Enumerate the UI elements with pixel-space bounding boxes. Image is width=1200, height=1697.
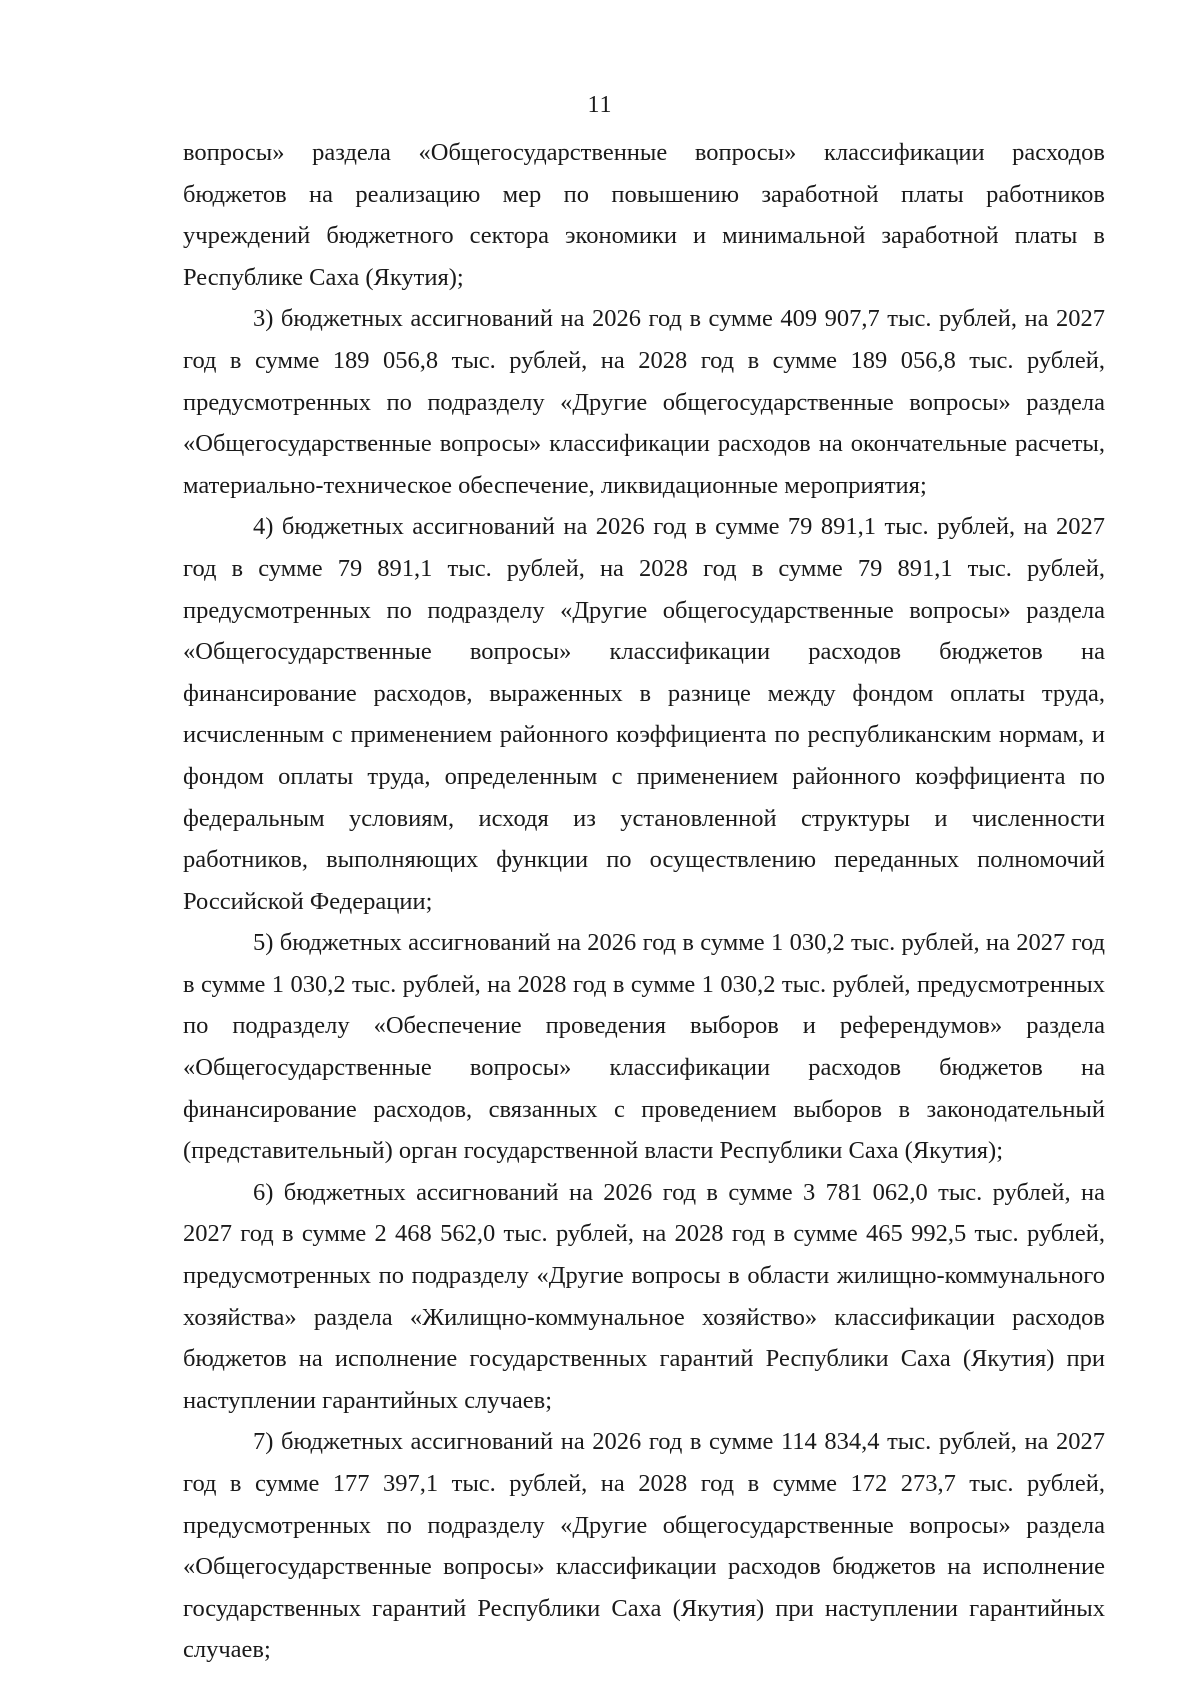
page-number: 11 — [587, 92, 613, 118]
paragraph-item-6: 6) бюджетных ассигнований на 2026 год в сумме 3 781 062,0 тыс. рублей, на 2027 год в сумме 2 468 562,0 тыс. рублей, на 2028 год в сумме 465 992,5 тыс. рублей, предусмотренных по подразделу «Другие вопросы в области жилищно-коммунального хозяйства» раздела «Жилищно-коммунальное хозяйство» классификации расходов бюджетов на исполнение государственных гарантий Республики Саха (Якутия) при наступлении гарантийных случаев; — [183, 1178, 1105, 1414]
paragraph-continuation: вопросы» раздела «Общегосударственные вопросы» классификации расходов бюджетов на реализацию мер по повышению заработной платы работников учреждений бюджетного сектора экономики и минимальной заработной платы в Республике Саха (Якутия); — [183, 139, 1105, 291]
paragraph-item-7: 7) бюджетных ассигнований на 2026 год в сумме 114 834,4 тыс. рублей, на 2027 год в сумме 177 397,1 тыс. рублей, на 2028 год в сумме 172 273,7 тыс. рублей, предусмотренных по подразделу «Другие общегосударственные вопросы» раздела «Общегосударственные вопросы» классификации расходов бюджетов на исполнение государственных гарантий Республики Саха (Якутия) при наступлении гарантийных случаев; — [183, 1428, 1105, 1664]
paragraph-item-4: 4) бюджетных ассигнований на 2026 год в сумме 79 891,1 тыс. рублей, на 2027 год в сумме 79 891,1 тыс. рублей, на 2028 год в сумме 79 891,1 тыс. рублей, предусмотренных по подразделу «Другие общегосударственные вопросы» раздела «Общегосударственные вопросы» классификации расходов бюджетов на финансирование расходов, выраженных в разнице между фондом оплаты труда, исчисленным с применением районного коэффициента по республиканским нормам, и фондом оплаты труда, определенным с применением районного коэффициента по федеральным условиям, исходя из установленной структуры и численности работников, выполняющих функции по осуществлению переданных полномочий Российской Федерации; — [183, 513, 1105, 915]
paragraph-item-5: 5) бюджетных ассигнований на 2026 год в сумме 1 030,2 тыс. рублей, на 2027 год в сумме 1 030,2 тыс. рублей, на 2028 год в сумме 1 030,2 тыс. рублей, предусмотренных по подразделу «Обеспечение проведения выборов и референдумов» раздела «Общегосударственные вопросы» классификации расходов бюджетов на финансирование расходов, связанных с проведением выборов в законодательный (представительный) орган государственной власти Республики Саха (Якутия); — [183, 929, 1105, 1165]
paragraph-item-3: 3) бюджетных ассигнований на 2026 год в сумме 409 907,7 тыс. рублей, на 2027 год в сумме 189 056,8 тыс. рублей, на 2028 год в сумме 189 056,8 тыс. рублей, предусмотренных по подразделу «Другие общегосударственные вопросы» раздела «Общегосударственные вопросы» классификации расходов на окончательные расчеты, материально-техническое обеспечение, ликвидационные мероприятия; — [183, 305, 1105, 499]
document-body — [183, 132, 1105, 1671]
